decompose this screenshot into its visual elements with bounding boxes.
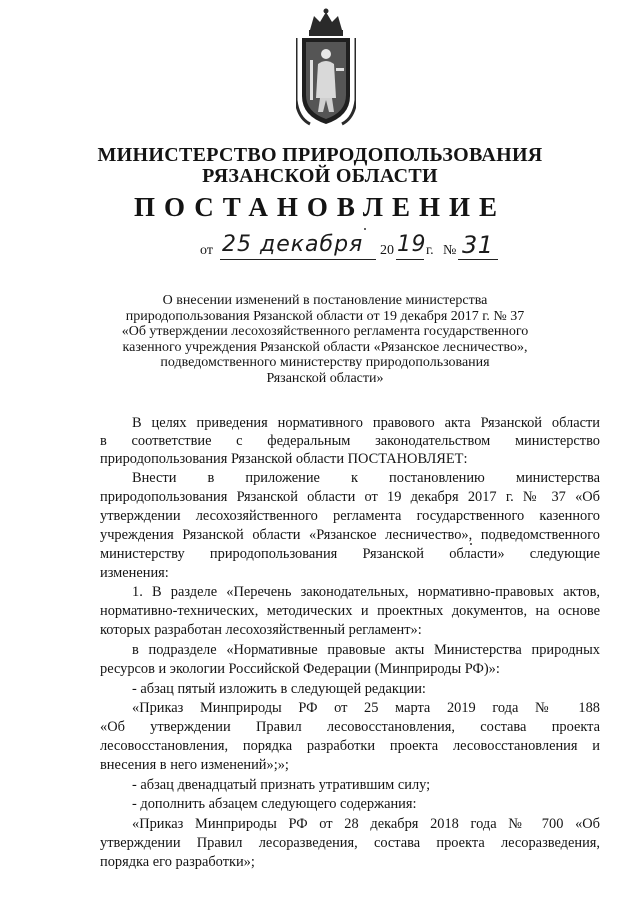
subject-line: подведомственного министерству природопользования xyxy=(160,355,490,370)
document-type-title: ПОСТАНОВЛЕНИЕ xyxy=(133,192,507,222)
body-line: утверждении Правил лесоразведения, состава проекта лесоразведения, xyxy=(100,835,600,851)
body-line: в подразделе «Нормативные правовые акты Министерства природных xyxy=(132,642,600,658)
body-line: которых разработан лесохозяйственный регламент»: xyxy=(100,622,422,638)
subject-line: казенного учреждения Рязанской области «Рязанское лесничество», xyxy=(122,339,528,355)
body-line: внесения в него изменений»;»; xyxy=(100,757,289,773)
body-line: учреждения Рязанской области «Рязанское лесничество», подведомственного xyxy=(100,527,600,543)
body-line: в соответствие с федеральным законодательством министерство xyxy=(100,433,600,449)
body-line: природопользования Рязанской области ПОСТАНОВЛЯЕТ: xyxy=(100,451,468,467)
body-line: нормативно-технических, методических и проектных документов, на основе xyxy=(100,603,600,619)
body-line: «Приказ Минприроды РФ от 28 декабря 2018 года № 700 «Об xyxy=(132,816,600,832)
handwritten-number: 31 xyxy=(462,231,494,259)
subject-line: О внесении изменений в постановление министерства xyxy=(162,293,488,308)
body-line: изменения: xyxy=(100,565,169,581)
body-line: 1. В разделе «Перечень законодательных, нормативно-правовых актов, xyxy=(132,584,600,600)
body-line: «Об утверждении Правил лесовосстановления, состава проекта xyxy=(100,719,600,735)
body-line: природопользования Рязанской области от 19 декабря 2017 г. № 37 «Об xyxy=(100,489,600,505)
year-prefix: 20 xyxy=(380,243,394,258)
body-line: утверждении лесохозяйственного регламента государственного казенного xyxy=(100,508,600,524)
ministry-name-line-2: РЯЗАНСКОЙ ОБЛАСТИ xyxy=(202,165,438,187)
body-line: министерству природопользования Рязанской области» следующие xyxy=(100,546,600,562)
body-line: В целях приведения нормативного правового акта Рязанской области xyxy=(132,415,600,431)
body-line: «Приказ Минприроды РФ от 25 марта 2019 года № 188 xyxy=(132,700,600,716)
year-abbreviation: г. xyxy=(426,243,434,258)
subject-line: «Об утверждении лесохозяйственного регламента государственного xyxy=(121,324,529,339)
document-subject xyxy=(120,293,530,386)
ministry-name-line-1: МИНИСТЕРСТВО ПРИРОДОПОЛЬЗОВАНИЯ xyxy=(97,144,543,166)
handwritten-date: 25 декабря xyxy=(222,232,364,257)
body-line: порядка его разработки»; xyxy=(100,854,255,870)
scan-speck xyxy=(470,543,472,545)
body-line: Внести в приложение к постановлению министерства xyxy=(132,470,600,486)
number-sign: № xyxy=(443,243,457,258)
subject-line: Рязанской области» xyxy=(266,370,384,386)
body-line: - дополнить абзацем следующего содержания: xyxy=(132,796,417,812)
scan-speck xyxy=(364,228,366,230)
body-line: ресурсов и экологии Российской Федерации (Минприроды РФ)»: xyxy=(100,661,500,677)
date-number-line xyxy=(200,231,520,265)
body-line: лесовосстановления, порядка разработки проекта лесовосстановления и xyxy=(100,738,600,754)
body-line: - абзац двенадцатый признать утратившим силу; xyxy=(132,777,431,793)
subject-line: природопользования Рязанской области от 19 декабря 2017 г. № 37 xyxy=(125,308,525,324)
coat-of-arms-emblem xyxy=(296,8,356,126)
body-line: - абзац пятый изложить в следующей редакции: xyxy=(132,681,426,697)
date-prefix: от xyxy=(200,243,213,258)
handwritten-year-suffix: 19 xyxy=(397,232,426,257)
